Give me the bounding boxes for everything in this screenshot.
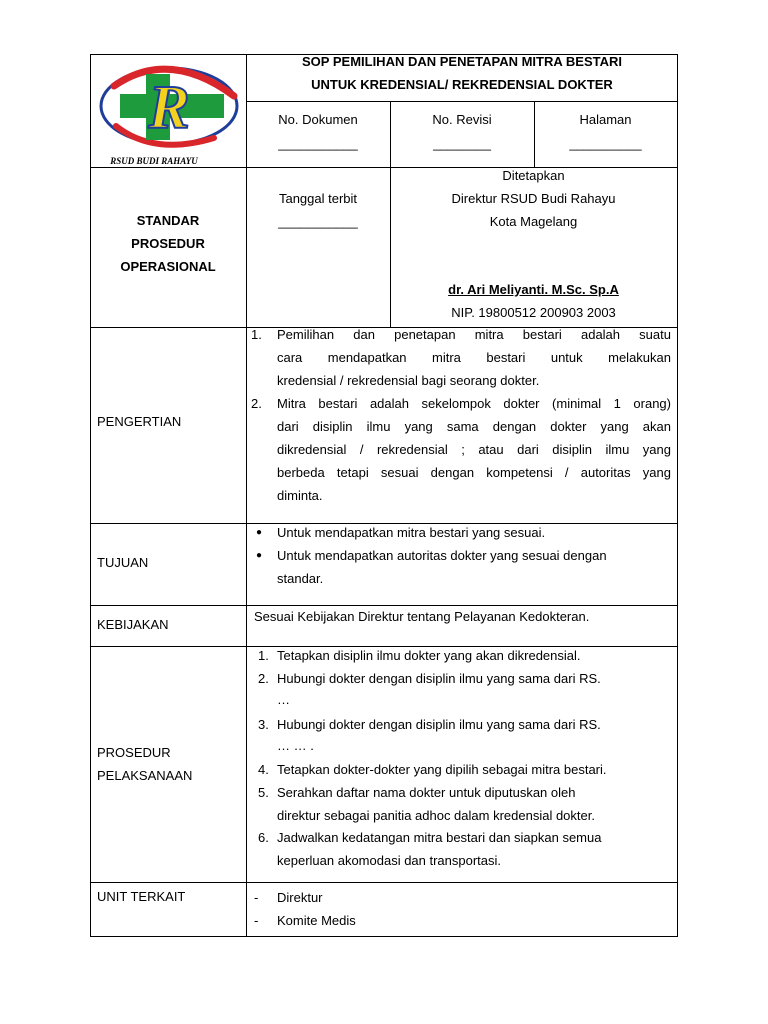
issue-date-value: ___________ [278,214,358,229]
tujuan-bullet-1: ● [256,527,263,538]
prosedur-3-line1: Hubungi dokter dengan disiplin ilmu yang sama dari RS. [277,717,601,732]
document-title-line1: SOP PEMILIHAN DAN PENETAPAN MITRA BESTARI [302,54,622,69]
prosedur-5-line1: Serahkan daftar nama dokter untuk diputuskan oleh [277,785,576,800]
revision-label: No. Revisi [432,112,492,127]
prosedur-2-line2: … [277,692,290,707]
unit-dash-1: - [254,890,259,905]
tujuan-label: TUJUAN [97,555,149,570]
svg-text:R: R [148,74,190,142]
header-title-divider [246,101,678,102]
page-value: __________ [569,136,642,151]
pengertian-1-line2: cara mendapatkan mitra bestari untuk melakukan [277,350,671,365]
prosedur-bottom-border [90,882,678,883]
page-label: Halaman [579,112,632,127]
table-border-right [677,54,678,937]
prosedur-6-line2: keperluan akomodasi dan transportasi. [277,853,502,868]
pengertian-1-line3: kredensial / rekredensial bagi seorang dokter. [277,373,540,388]
sop-title-line3: OPERASIONAL [120,259,216,274]
unit-item-2: Komite Medis [277,913,356,928]
prosedur-2-line1: Hubungi dokter dengan disiplin ilmu yang sama dari RS. [277,671,601,686]
pengertian-num-2: 2. [251,396,262,411]
label-column-divider [246,54,247,937]
table-border-bottom [90,936,678,937]
signer-nip: NIP. 19800512 200903 2003 [451,305,616,320]
prosedur-num-2: 2. [258,671,269,686]
city-name: Kota Magelang [489,214,578,229]
document-title-line2: UNTUK KREDENSIAL/ REKREDENSIAL DOKTER [311,77,613,92]
tujuan-bullet-2: ● [256,550,263,561]
pengertian-2-line1: Mitra bestari adalah sekelompok dokter (minimal 1 orang) [277,396,671,411]
pengertian-2-line3: dikredensial / rekredensial ; atau dari disiplin ilmu yang [277,442,671,457]
prosedur-num-1: 1. [258,648,269,663]
doc-number-label: No. Dokumen [278,112,358,127]
pengertian-2-line4: berbeda tetapi sesuai dengan kompetensi / autoritas yang [277,465,671,480]
pengertian-num-1: 1. [251,327,262,342]
sop-title-line1: STANDAR [136,213,200,228]
tujuan-2-line1: Untuk mendapatkan autoritas dokter yang sesuai dengan [277,548,607,563]
kebijakan-label: KEBIJAKAN [97,617,169,632]
kebijakan-text: Sesuai Kebijakan Direktur tentang Pelayanan Kedokteran. [254,609,590,624]
prosedur-num-3: 3. [258,717,269,732]
revision-value: ________ [433,136,491,151]
prosedur-num-4: 4. [258,762,269,777]
hospital-caption: RSUD BUDI RAHAYU [110,156,198,166]
prosedur-4-line1: Tetapkan dokter-dokter yang dipilih sebagai mitra bestari. [277,762,607,777]
table-border-left [90,54,91,937]
prosedur-5-line2: direktur sebagai panitia adhoc dalam kredensial dokter. [277,808,595,823]
prosedur-num-6: 6. [258,830,269,845]
director-title: Direktur RSUD Budi Rahayu [451,191,616,206]
prosedur-num-5: 5. [258,785,269,800]
logo-emblem-icon [94,56,244,166]
tujuan-2-line2: standar. [277,571,324,586]
established-label: Ditetapkan [502,168,565,183]
pengertian-label: PENGERTIAN [97,414,182,429]
pengertian-1-line1: Pemilihan dan penetapan mitra bestari adalah suatu [277,327,671,342]
unit-item-1: Direktur [277,890,323,905]
prosedur-3-line2: … … . [277,738,314,753]
sop-title-line2: PROSEDUR [131,236,205,251]
hospital-logo [94,56,244,166]
unit-dash-2: - [254,913,259,928]
tujuan-1-line1: Untuk mendapatkan mitra bestari yang sesuai. [277,525,546,540]
pengertian-2-line2: dari disiplin ilmu yang sama dengan dokter yang akan [277,419,671,434]
unit-terkait-label: UNIT TERKAIT [97,889,186,904]
pengertian-2-line5: diminta. [277,488,323,503]
prosedur-1-line1: Tetapkan disiplin ilmu dokter yang akan dikredensial. [277,648,581,663]
doc-number-value: ___________ [278,136,358,151]
issue-date-label: Tanggal terbit [278,191,358,206]
prosedur-6-line1: Jadwalkan kedatangan mitra bestari dan siapkan semua [277,830,602,845]
prosedur-label-line1: PROSEDUR [97,745,171,760]
prosedur-label-line2: PELAKSANAAN [97,768,193,783]
signer-name: dr. Ari Meliyanti. M.Sc. Sp.A [448,282,619,297]
